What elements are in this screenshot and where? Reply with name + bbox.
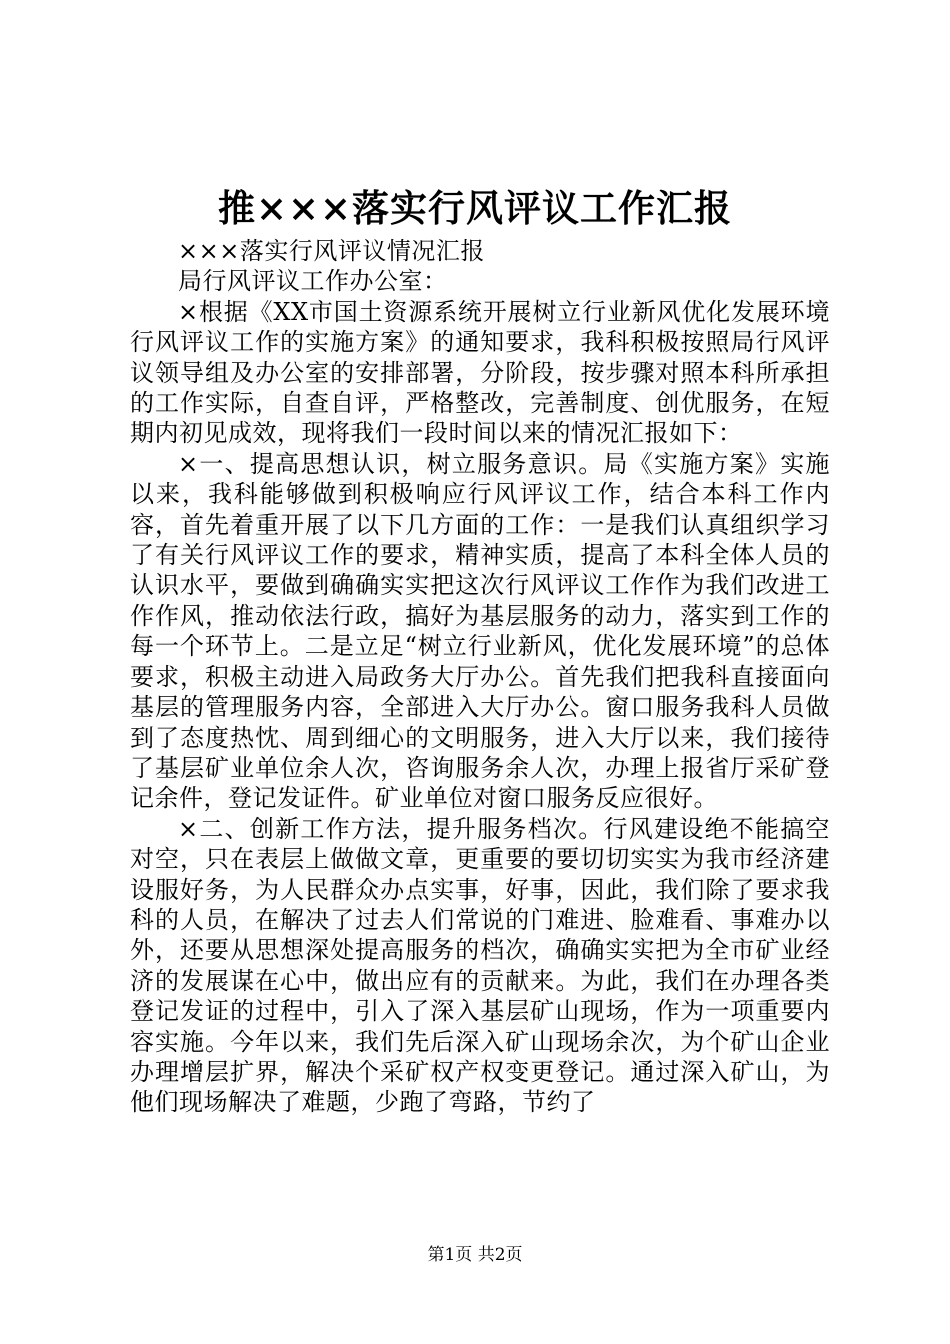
subtitle-paragraph: ×××落实行风评议情况汇报 [178, 237, 485, 265]
document-body [130, 236, 830, 1118]
document-title: 推×××落实行风评议工作汇报 [217, 186, 732, 230]
page-footer: 第1页 共2页 [427, 1245, 523, 1265]
section-one-paragraph: ×一、提高思想认识，树立服务意识。局《实施方案》实施以来，我科能够做到积极响应行风评议工作，结合本科工作内容，首先着重开展了以下几方面的工作：一是我们认真组织学习了有关行风评议工作的要求，精神实质，提高了本科全体人员的认识水平，要做到确确实实把这次行风评议工作作为我们改进工作作风，推动依法行政，搞好为基层服务的动力，落实到工作的每一个环节上。二是立足“树立行业新风，优化发展环境”的总体要求，积极主动进入局政务大厅办公。首先我们把我科直接面向基层的管理服务内容，全部进入大厅办公。窗口服务我科人员做到了态度热忱、周到细心的文明服务，进入大厅以来，我们接待了基层矿业单位余人次，咨询服务余人次，办理上报省厅采矿登记余件，登记发证件。矿业单位对窗口服务反应很好。 [130, 449, 830, 813]
section-two-paragraph: ×二、创新工作方法，提升服务档次。行风建设绝不能搞空对空，只在表层上做做文章，更重要的要切切实实为我市经济建设服好务，为人民群众办点实事，好事，因此，我们除了要求我科的人员，在解决了过去人们常说的门难进、脸难看、事难办以外，还要从思想深处提高服务的档次，确确实实把为全市矿业经济的发展谋在心中，做出应有的贡献来。为此，我们在办理各类登记发证的过程中，引入了深入基层矿山现场，作为一项重要内容实施。今年以来，我们先后深入矿山现场余次，为个矿山企业办理增层扩界，解决个采矿权产权变更登记。通过深入矿山，为他们现场解决了难题，少跑了弯路，节约了 [130, 814, 830, 1117]
intro-paragraph: ×根据《XX市国土资源系统开展树立行业新风优化发展环境行风评议工作的实施方案》的通知要求，我科积极按照局行风评议领导组及办公室的安排部署，分阶段，按步骤对照本科所承担的工作实际，自查自评，严格整改，完善制度、创优服务，在短期内初见成效，现将我们一段时间以来的情况汇报如下： [130, 297, 830, 448]
addressee-paragraph: 局行风评议工作办公室： [178, 267, 448, 296]
